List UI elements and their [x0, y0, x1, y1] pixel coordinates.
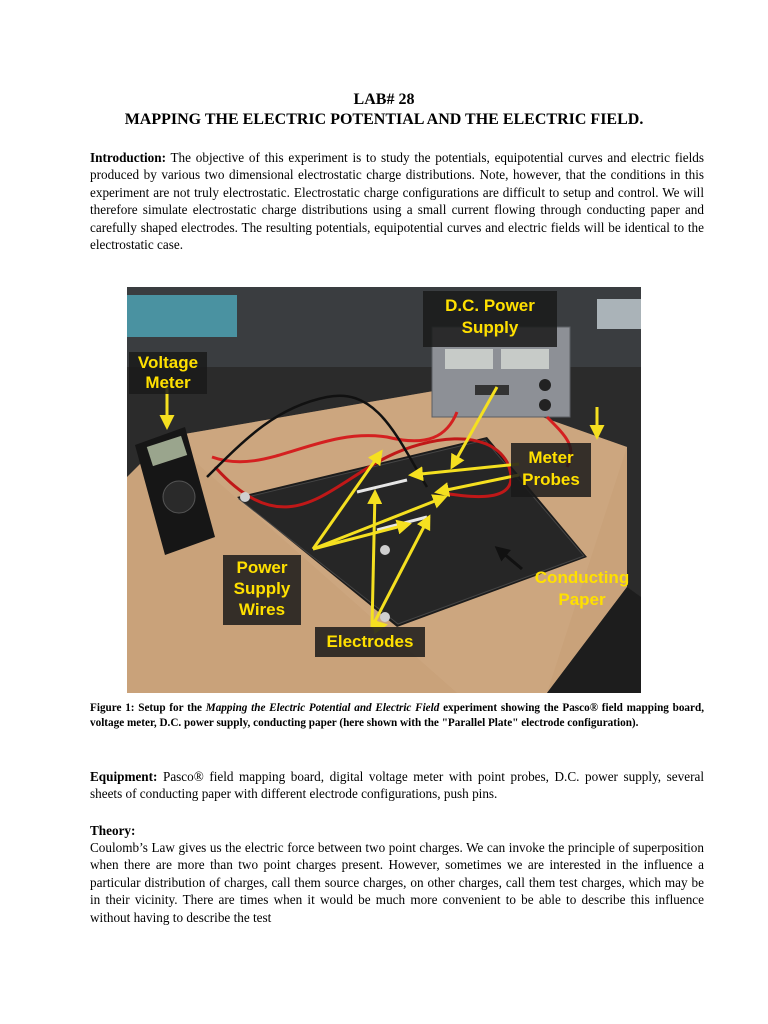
conducting-line2: Paper: [558, 590, 606, 609]
meter-probes-line2: Probes: [522, 470, 580, 489]
introduction-paragraph: [90, 149, 704, 253]
wires-line2: Supply: [233, 579, 291, 598]
theory-label: Theory:: [90, 823, 136, 838]
introduction-text: The objective of this experiment is to study the potentials, equipotential curves and electric fields produced by various two dimensional electrostatic charge distributions. Note, however, that the conditions in this experiment are not truly electrostatic. Electrostatic charge configurations are difficult to setup and control. We will therefore simulate electrostatic charge distributions using a small current flowing through conducting paper and carefully shaped electrodes. The resulting potentials, equipotential curves and electric fields will be identical to the electrostatic case.: [90, 150, 704, 253]
setup-photo: [127, 287, 641, 693]
caption-italic: Mapping the Electric Potential and Electric Field: [205, 702, 440, 714]
caption-lead: Figure 1: Setup for the: [90, 702, 203, 714]
voltage-meter-line1: Voltage: [137, 353, 199, 372]
wires-line3: Wires: [238, 600, 286, 619]
conducting-paper-label: [523, 567, 641, 611]
figure-caption: [90, 701, 704, 731]
voltage-meter-label: [129, 353, 207, 393]
power-supply-wires-label: [223, 557, 301, 620]
wires-line1: Power: [236, 558, 288, 577]
equipment-label: Equipment:: [90, 769, 158, 784]
equipment-paragraph: [90, 768, 704, 803]
conducting-line1: Conducting: [534, 568, 630, 587]
dc-power-line1: D.C. Power: [445, 296, 535, 315]
electrodes-line1: Electrodes: [326, 632, 414, 651]
voltage-meter-line2: Meter: [145, 373, 191, 392]
meter-probes-label: [511, 447, 591, 491]
caption-rest: experiment showing the Pasco® field mapping board, voltage meter, D.C. power supply, conducting paper (here shown with the "Parallel Plate" electrode configuration).: [90, 702, 705, 729]
electrodes-label: [315, 631, 425, 653]
dc-power-line2: Supply: [461, 318, 519, 337]
meter-probes-line1: Meter: [528, 448, 574, 467]
equipment-text: Pasco® field mapping board, digital voltage meter with point probes, D.C. power supply, several sheets of conducting paper with different electrode configurations, push pins.: [90, 769, 704, 802]
theory-heading: [90, 822, 704, 839]
dc-power-label: [423, 295, 557, 339]
page-title: MAPPING THE ELECTRIC POTENTIAL AND THE ELECTRIC FIELD.: [124, 111, 644, 128]
lab-number: LAB# 28: [353, 91, 415, 108]
introduction-label: Introduction:: [90, 150, 166, 165]
theory-paragraph: Coulomb’s Law gives us the electric force between two point charges. We can invoke the principle of superposition when there are more than two point charges present. However, sometimes we are interested in the influence a particular distribution of charges, call them source charges, on other charges, call them test charges, which may be in their vicinity. There are times when it would be much more convenient to be able to describe this influence without having to describe the test: [90, 840, 704, 925]
